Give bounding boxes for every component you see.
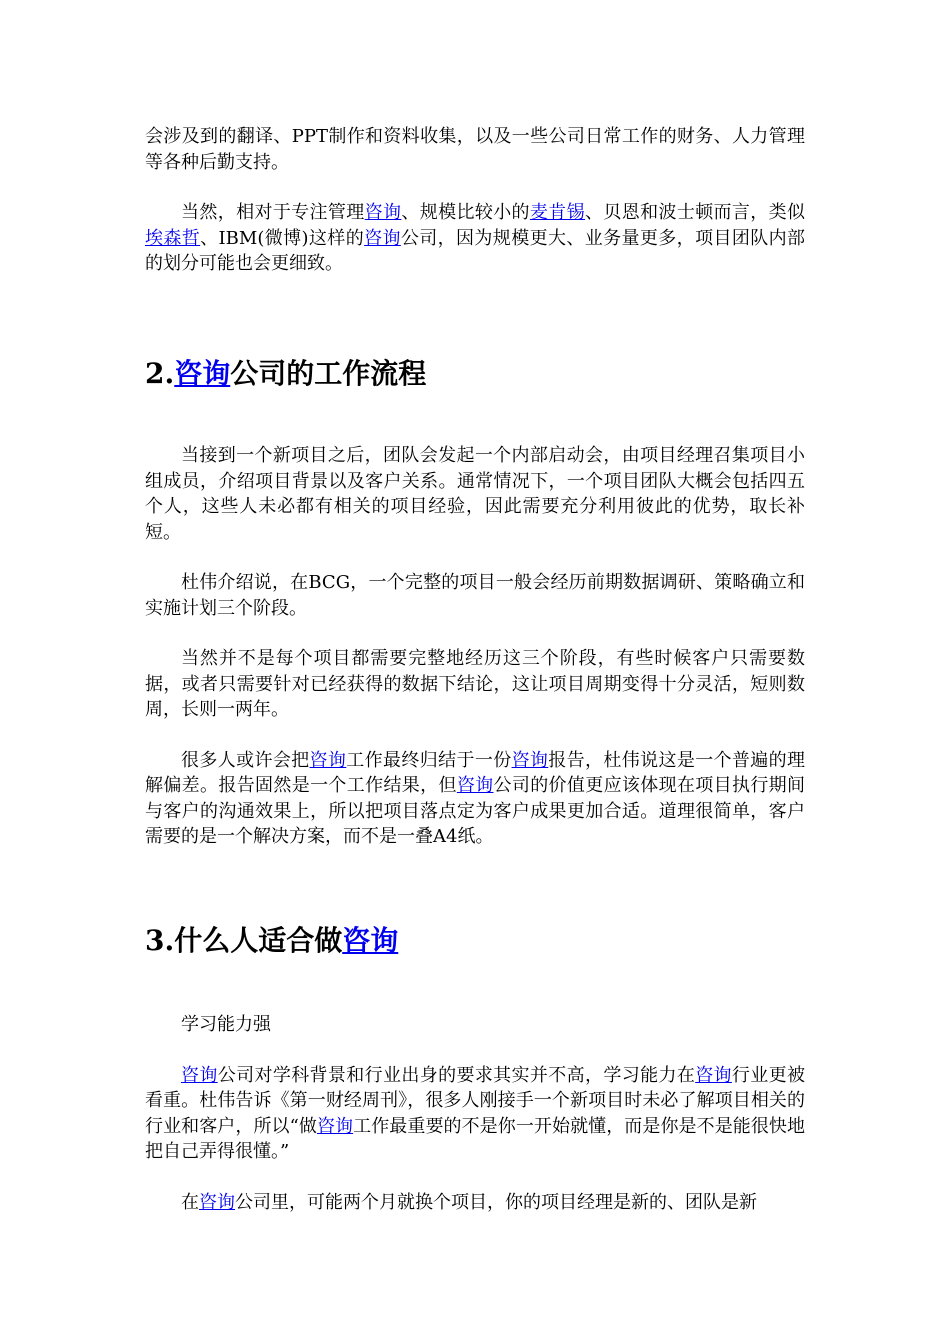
document-body — [145, 124, 805, 277]
text-run: 、IBM(微博)这样的 — [200, 227, 365, 249]
heading-link-consulting[interactable]: 咨询 — [174, 357, 231, 390]
text-run: 行业更被看重。杜伟告诉《第一财经周刊》，很多人刚接手一个新项目时未必了解项目相关的行业和客户，所以“做 — [145, 1064, 806, 1137]
inline-link[interactable]: 咨询 — [695, 1064, 732, 1086]
text-run: 公司对学科背景和行业出身的要求其实并不高，学习能力在 — [217, 1064, 696, 1086]
section-2-heading-wrap — [145, 354, 426, 394]
text-run: 、规模比较小的 — [401, 202, 530, 223]
text-run: 很多人或许会把 — [181, 749, 310, 771]
inline-link[interactable]: 咨询 — [364, 227, 401, 249]
section-3-paragraph-1 — [145, 1063, 805, 1165]
text-run: 报告，杜伟说这是一个普遍的理解偏差。报告固然是一个工作结果，但 — [145, 749, 806, 796]
section-2-paragraph-4 — [145, 748, 805, 850]
section-3-subheading: 学习能力强 — [181, 1014, 271, 1035]
text-run: 工作最终归结于一份 — [346, 749, 512, 771]
inline-link[interactable]: 咨询 — [511, 749, 549, 771]
section-3-heading-wrap — [145, 921, 398, 961]
inline-link[interactable]: 埃森哲 — [145, 227, 201, 249]
section-2-heading: 2.咨询公司的工作流程 — [145, 357, 427, 390]
heading-link-consulting[interactable]: 咨询 — [342, 924, 399, 957]
section-2-paragraph-3: 当然并不是每个项目都需要完整地经历这三个阶段，有些时候客户只需要数据，或者只需要针对已经获得的数据下结论，这让项目周期变得十分灵活，短则数周，长则一两年。 — [145, 648, 805, 720]
section-2-paragraph-1: 当接到一个新项目之后，团队会发起一个内部启动会，由项目经理召集项目小组成员，介绍项目背景以及客户关系。通常情况下，一个项目团队大概会包括四五个人，这些人未必都有相关的项目经验，因此需要充分利用彼此的优势，取长补短。 — [145, 445, 805, 543]
section-3-paragraph-2 — [145, 1190, 805, 1216]
intro-paragraph-2 — [145, 200, 805, 277]
inline-link[interactable]: 咨询 — [316, 1115, 354, 1137]
inline-link[interactable]: 咨询 — [181, 1064, 218, 1086]
intro-paragraph-1: 会涉及到的翻译、PPT制作和资料收集，以及一些公司日常工作的财务、人力管理等各种后勤支持。 — [145, 126, 805, 173]
inline-link[interactable]: 麦肯锡 — [529, 202, 586, 223]
inline-link[interactable]: 咨询 — [456, 775, 494, 796]
section-2-body — [145, 443, 805, 850]
text-run: 、贝恩和波士顿而言，类似 — [585, 202, 806, 223]
text-run: 当然，相对于专注管理 — [181, 202, 365, 223]
text-run: 公司的价值更应该体现在项目执行期间与客户的沟通效果上，所以把项目落点定为客户成果更加合适。道理很简单，客户需要的是一个解决方案，而不是一叠A4纸。 — [145, 775, 805, 847]
text-run: 在 — [181, 1191, 199, 1213]
text-run: 公司里，可能两个月就换个项目，你的项目经理是新的、团队是新 — [235, 1191, 757, 1213]
inline-link[interactable]: 咨询 — [309, 749, 347, 771]
inline-link[interactable]: 咨询 — [199, 1191, 235, 1213]
text-run: 公司，因为规模更大、业务量更多，项目团队内部的划分可能也会更细致。 — [145, 227, 806, 274]
section-2-paragraph-2: 杜伟介绍说，在BCG，一个完整的项目一般会经历前期数据调研、策略确立和实施计划三个阶段。 — [145, 572, 805, 619]
section-3-heading: 3.什么人适合做咨询 — [145, 924, 399, 957]
text-run: 工作最重要的不是你一开始就懂，而是你是不是能很快地把自己弄得很懂。” — [145, 1115, 806, 1162]
section-3-body — [145, 1012, 805, 1215]
inline-link[interactable]: 咨询 — [364, 202, 402, 223]
